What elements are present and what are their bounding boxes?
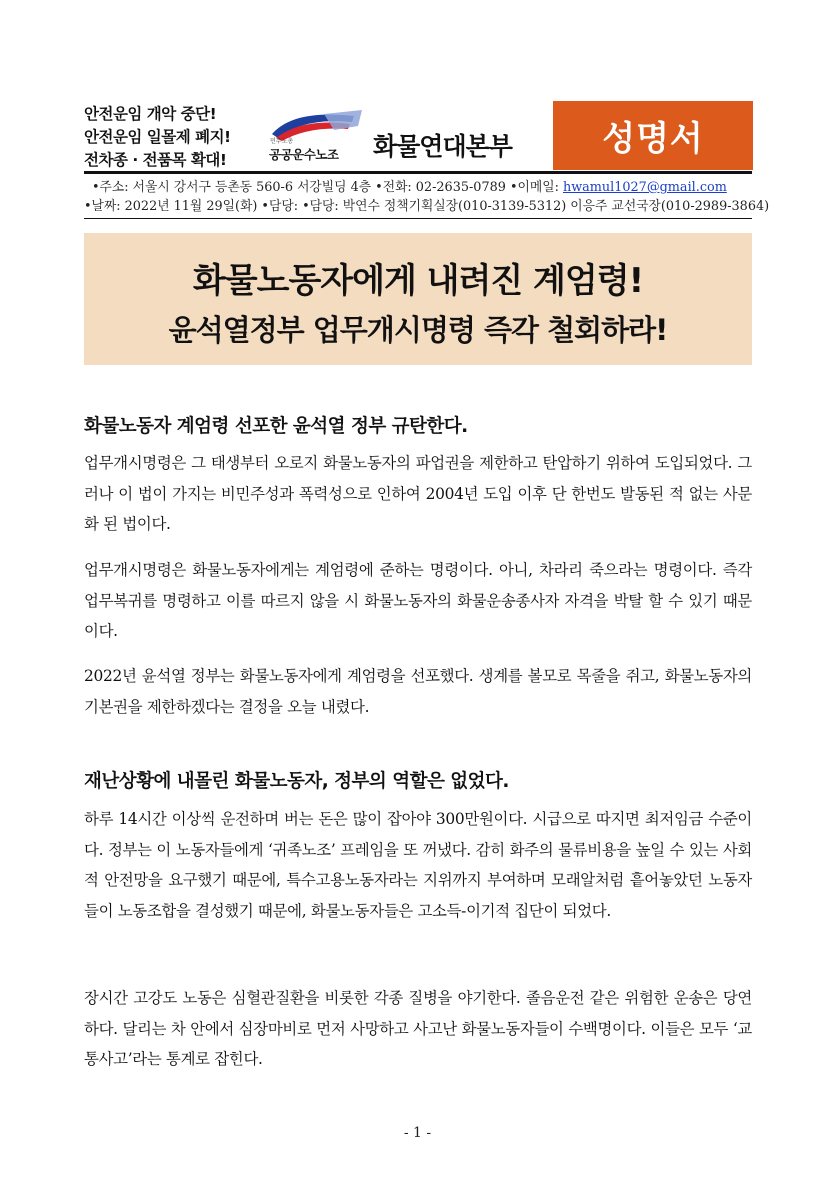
title-banner bbox=[84, 233, 752, 365]
main-title: 화물노동자에게 내려진 계엄령! bbox=[192, 261, 644, 301]
union-federation-label: 민주노총 bbox=[270, 138, 294, 145]
page-number: - 1 - bbox=[403, 1125, 432, 1141]
contact-line-date: •날짜: 2022년 11월 29일(화) •담당: •담당: 박연수 정책기획실장(010-3139-5312) 이응주 교선국장(010-2989-3864) bbox=[84, 199, 770, 214]
body-paragraph: 2022년 윤석열 정부는 화물노동자에게 계엄령을 선포했다. 생계를 볼모로 목줄을 쥐고, 화물노동자의 기본권을 제한하겠다는 결정을 오늘 내렸다. bbox=[84, 667, 752, 716]
contact-divider bbox=[84, 218, 752, 219]
org-name: 화물연대본부 bbox=[373, 132, 512, 161]
slogan-line: 전차종 · 전품목 확대! bbox=[84, 151, 227, 169]
section-heading: 화물노동자 계엄령 선포한 윤석열 정부 규탄한다. bbox=[84, 416, 468, 437]
union-logo bbox=[268, 110, 388, 160]
contact-address-text: •주소: 서울시 강서구 등촌동 560-6 서강빌딩 4층 •전화: 02-2635-0789 •이메일: bbox=[92, 180, 563, 195]
slogans bbox=[84, 103, 264, 172]
sub-title: 윤석열정부 업무개시명령 즉각 철회하라! bbox=[168, 313, 668, 347]
header-divider bbox=[84, 171, 752, 174]
body-paragraph: 업무개시명령은 화물노동자에게는 계엄령에 준하는 명령이다. 아니, 차라리 죽으라는 명령이다. 즉각 업무복귀를 명령하고 이를 따르지 않을 시 화물노동자의 화물운송종사자 자격을 박탈 할 수 있기 때문이다. bbox=[84, 561, 752, 640]
union-name: 공공운수노조 bbox=[269, 147, 339, 162]
body-paragraph: 하루 14시간 이상씩 운전하며 버는 돈은 많이 잡아야 300만원이다. 시급으로 따지면 최저임금 수준이다. 정부는 이 노동자들에게 ‘귀족노조’ 프레임을 또 꺼냈다. 감히 화주의 물류비용을 높일 수 있는 사회적 안전망을 요구했기 때문에, 특수고용노동자라는 지위까지 부여하며 모래알처럼 흩어놓았던 노동자들이 노동조합을 결성했기 때문에, 화물노동자들은 고소득-이기적 집단이 되었다. bbox=[84, 810, 752, 920]
contact-line-address bbox=[84, 179, 752, 197]
body-paragraph: 업무개시명령은 그 태생부터 오로지 화물노동자의 파업권을 제한하고 탄압하기 위하여 도입되었다. 그러나 이 법이 가지는 비민주성과 폭력성으로 인하여 2004년 도입 이후 단 한번도 발동된 적 없는 사문화 된 법이다. bbox=[84, 454, 752, 533]
slogan-line: 안전운임 개악 중단! bbox=[84, 105, 217, 123]
email-link[interactable]: hwamul1027@gmail.com bbox=[562, 180, 727, 195]
section-heading: 재난상황에 내몰린 화물노동자, 정부의 역할은 없었다. bbox=[84, 771, 509, 792]
body-paragraph: 장시간 고강도 노동은 심혈관질환을 비롯한 각종 질병을 야기한다. 졸음운전 같은 위험한 운송은 당연하다. 달리는 차 안에서 심장마비로 먼저 사망하고 사고난 화물노동자들이 수백명이다. 이들은 모두 ‘교통사고’라는 통계로 잡힌다. bbox=[84, 989, 752, 1068]
document-type-badge: 성명서 bbox=[553, 101, 753, 170]
slogan-line: 안전운임 일몰제 폐지! bbox=[84, 128, 231, 146]
